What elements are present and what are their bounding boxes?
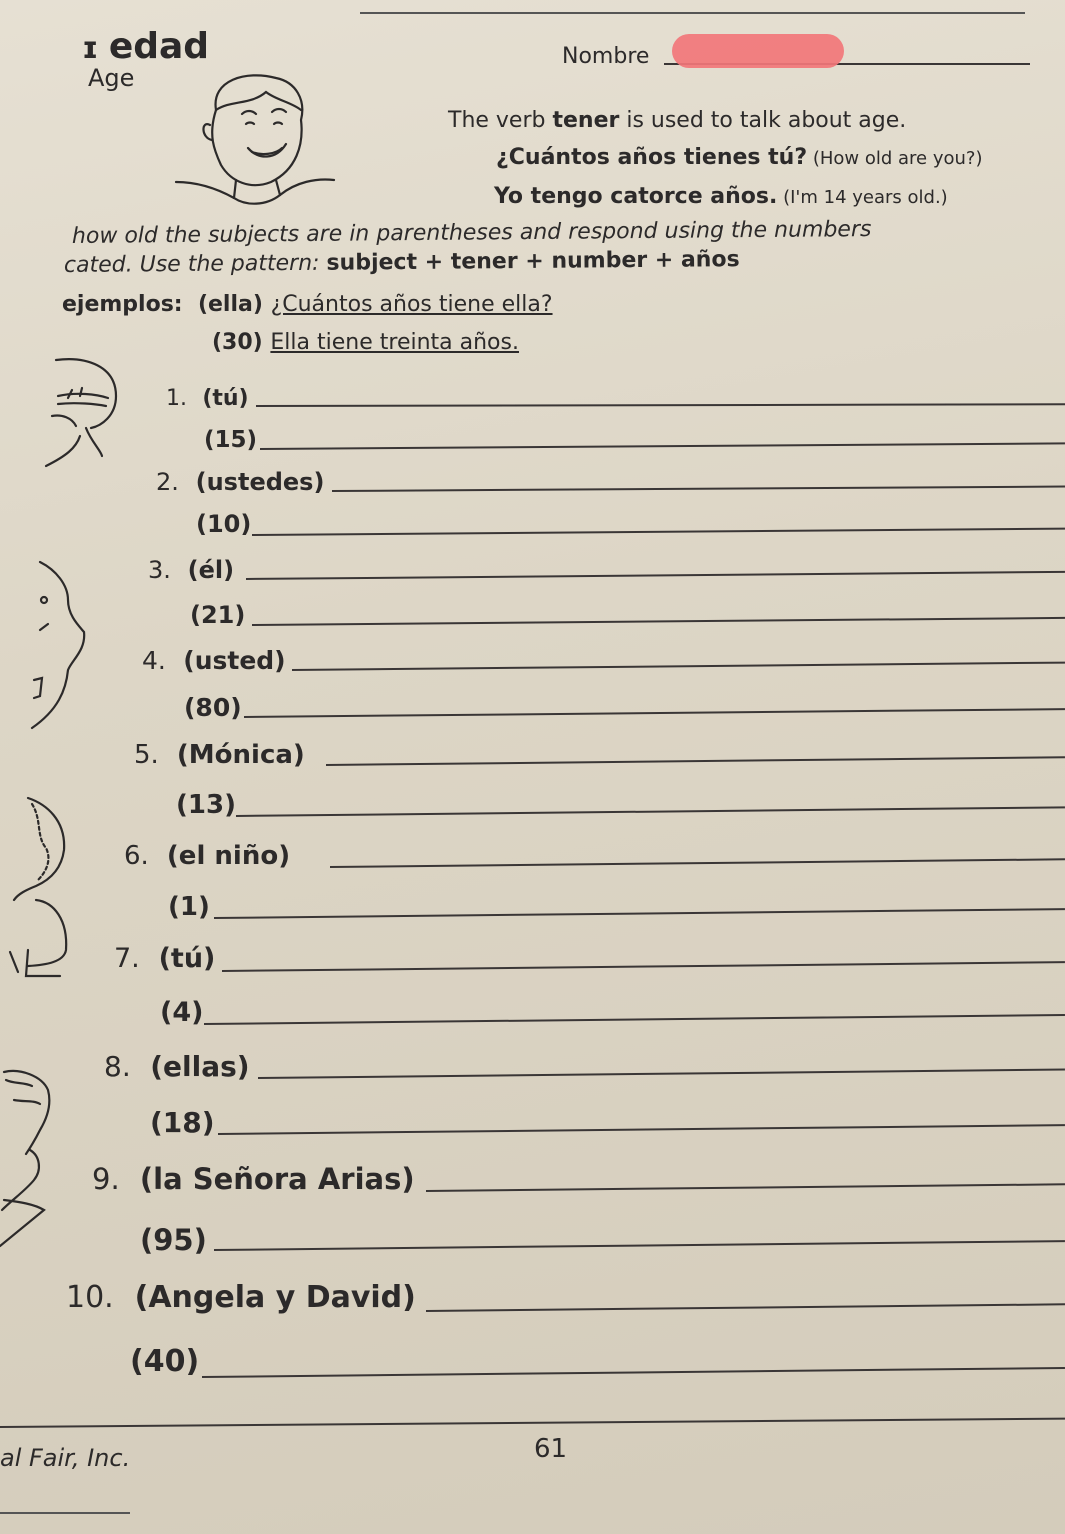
item-7-question-line[interactable] — [222, 961, 1065, 972]
item-10-age: (40) — [130, 1344, 200, 1379]
margin-illustration-3 — [6, 790, 76, 980]
item-1-subject: 1. (tú) — [166, 386, 249, 411]
page-number: 61 — [534, 1434, 568, 1464]
redacted-name — [672, 34, 844, 68]
item-8-answer-line[interactable] — [218, 1124, 1065, 1135]
margin-illustration-2 — [28, 560, 93, 735]
item-7-answer-line[interactable] — [204, 1014, 1065, 1025]
item-5-age: (13) — [176, 790, 236, 820]
intro-line-2: ¿Cuántos años tienes tú? (How old are you?) — [496, 145, 983, 170]
item-7-age: (4) — [160, 997, 204, 1028]
item-5-question-line[interactable] — [326, 756, 1065, 766]
publisher-credit: al Fair, Inc. — [0, 1444, 131, 1472]
item-8-question-line[interactable] — [258, 1069, 1065, 1079]
item-2-subject: 2. (ustedes) — [156, 468, 325, 496]
intro-line-3: Yo tengo catorce años. (I'm 14 years old.) — [494, 184, 948, 209]
name-label: Nombre — [562, 44, 650, 69]
item-6-answer-line[interactable] — [214, 908, 1065, 919]
item-9-answer-line[interactable] — [214, 1240, 1065, 1251]
item-7-subject: 7. (tú) — [114, 943, 216, 974]
item-5-answer-line[interactable] — [236, 806, 1065, 817]
item-8-age: (18) — [150, 1106, 215, 1139]
item-10-answer-line[interactable] — [202, 1367, 1065, 1378]
item-1-question-line[interactable] — [256, 403, 1065, 407]
item-4-question-line[interactable] — [292, 662, 1065, 671]
item-9-subject: 9. (la Señora Arias) — [92, 1162, 415, 1196]
boy-illustration — [176, 70, 336, 215]
page-title: ɪ edad — [82, 26, 210, 67]
margin-illustration-1 — [46, 356, 126, 471]
item-2-age: (10) — [196, 510, 252, 538]
item-3-subject: 3. (él) — [148, 556, 235, 584]
item-2-question-line[interactable] — [332, 486, 1065, 492]
margin-illustration-4 — [0, 1060, 60, 1260]
item-5-subject: 5. (Mónica) — [134, 740, 305, 770]
instructions-line-1: how old the subjects are in parentheses and respond using the numbers — [71, 217, 872, 249]
item-1-answer-line[interactable] — [260, 442, 1065, 450]
page-subtitle: Age — [88, 64, 135, 92]
item-4-subject: 4. (usted) — [142, 646, 286, 675]
example-answer: (30) Ella tiene treinta años. — [212, 330, 519, 355]
item-3-answer-line[interactable] — [252, 617, 1065, 626]
item-9-question-line[interactable] — [426, 1183, 1065, 1192]
footer-rule — [0, 1418, 1065, 1428]
item-9-age: (95) — [140, 1223, 207, 1257]
item-6-subject: 6. (el niño) — [124, 841, 291, 871]
item-2-answer-line[interactable] — [252, 528, 1065, 536]
item-10-question-line[interactable] — [426, 1303, 1065, 1312]
item-4-age: (80) — [184, 693, 242, 722]
intro-line-1: The verb tener is used to talk about age. — [448, 108, 907, 133]
item-3-age: (21) — [190, 601, 246, 629]
item-10-subject: 10. (Angela y David) — [66, 1280, 416, 1315]
item-4-answer-line[interactable] — [244, 708, 1065, 718]
example-question: ejemplos: (ella) ¿Cuántos años tiene ella? — [62, 292, 553, 317]
item-8-subject: 8. (ellas) — [104, 1050, 250, 1083]
item-1-age: (15) — [204, 427, 258, 453]
item-6-question-line[interactable] — [330, 858, 1065, 868]
item-6-age: (1) — [168, 892, 210, 922]
top-rule — [360, 12, 1025, 14]
instructions-line-2: cated. Use the pattern: subject + tener + number + años — [63, 247, 740, 278]
bottom-rule — [0, 1512, 130, 1514]
item-3-question-line[interactable] — [246, 571, 1065, 580]
